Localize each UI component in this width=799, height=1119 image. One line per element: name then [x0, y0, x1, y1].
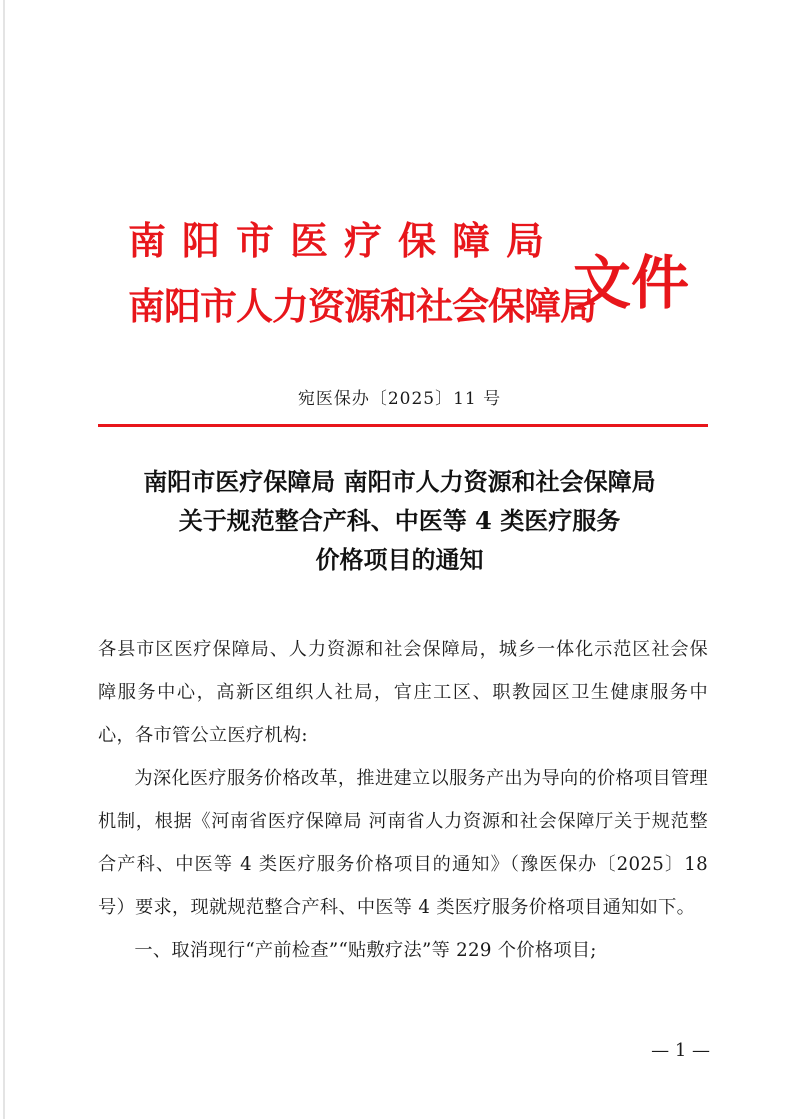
title-line-3: 价格项目的通知	[315, 545, 484, 574]
body-paragraph-1: 为深化医疗服务价格改革，推进建立以服务产出为导向的价格项目管理机制，根据《河南省医疗保障局 河南省人力资源和社会保障厅关于规范整合产科、中医等 4 类医疗服务价格项目的通知》（豫医保办〔2025〕18 号）要求，现就规范整合产科、中医等 4 类医疗服务价格项目通知如下。	[98, 768, 708, 918]
agency-name-human-resources: 南阳市人力资源和社会保障局	[128, 284, 596, 328]
document-body	[98, 628, 708, 972]
body-item-1: 一、取消现行“产前检查”“贴敷疗法”等 229 个价格项目;	[134, 940, 597, 961]
title-line-2: 关于规范整合产科、中医等 4 类医疗服务	[178, 506, 621, 535]
document-title	[0, 462, 799, 579]
document-number: 宛医保办〔2025〕11 号	[297, 389, 502, 409]
agency-name-medical-security: 南阳市医疗保障局	[128, 218, 561, 263]
page-number: — 1 —	[651, 1040, 710, 1061]
addressees-paragraph: 各县市区医疗保障局、人力资源和社会保障局，城乡一体化示范区社会保障服务中心，高新区组织人社局，官庄工区、职教园区卫生健康服务中心，各市管公立医疗机构:	[98, 639, 708, 746]
document-header	[128, 206, 688, 336]
document-type-label: 文件	[573, 249, 690, 317]
title-line-1: 南阳市医疗保障局 南阳市人力资源和社会保障局	[143, 467, 656, 496]
red-separator-line	[98, 424, 708, 427]
